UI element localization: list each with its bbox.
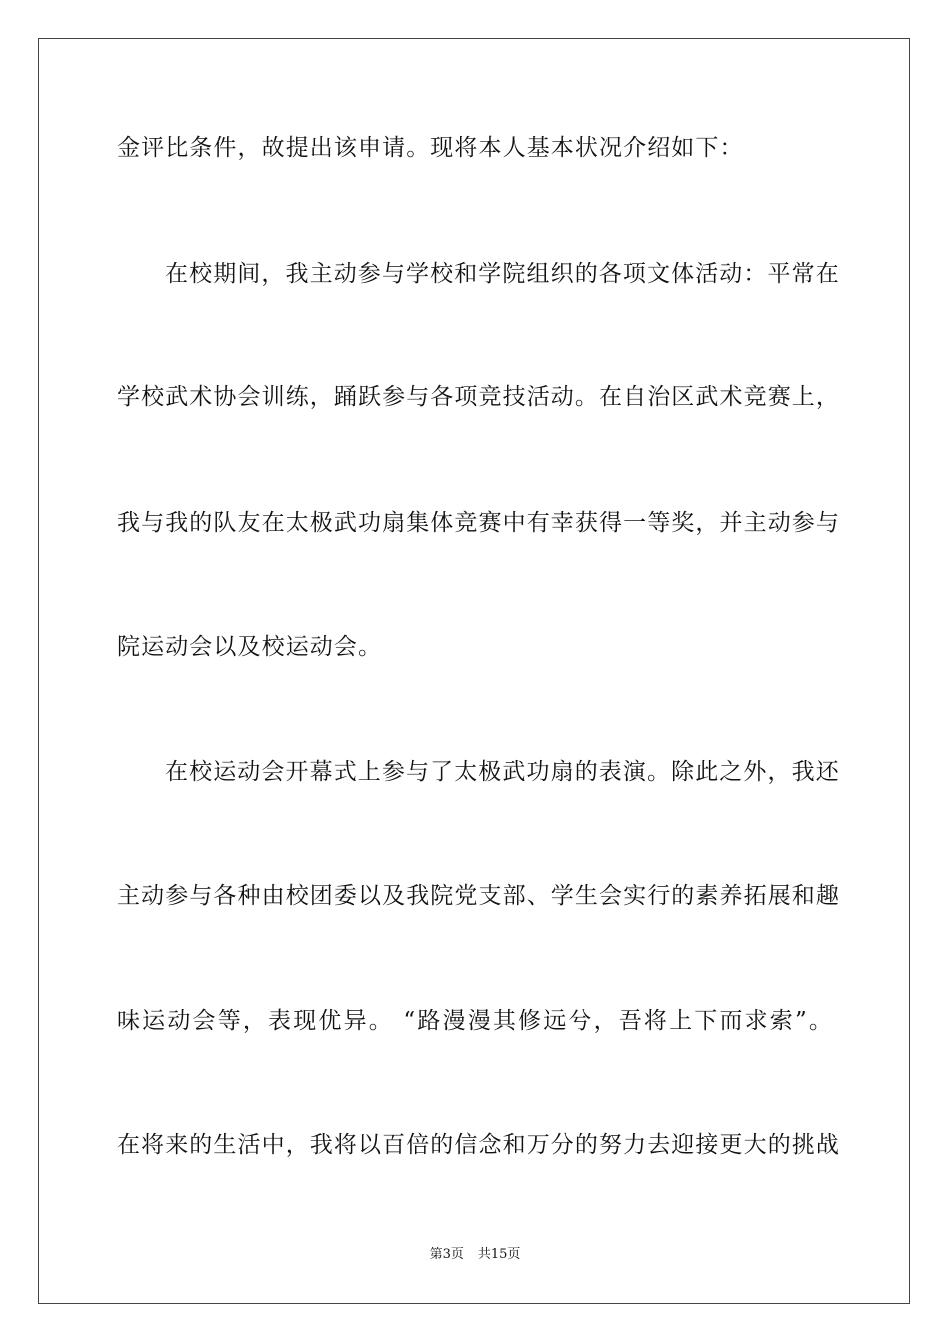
body-text-line: 我与我的队友在太极武功扇集体竞赛中有幸获得一等奖，并主动参与 xyxy=(117,510,840,536)
body-text-line: 在将来的生活中，我将以百倍的信念和万分的努力去迎接更大的挑战 xyxy=(117,1132,840,1158)
page-footer xyxy=(0,1246,950,1264)
body-text-line: 金评比条件，故提出该申请。现将本人基本状况介绍如下： xyxy=(117,135,744,161)
page-number: 第3页 xyxy=(429,1247,464,1262)
body-text-line: 主动参与各种由校团委以及我院党支部、学生会实行的素养拓展和趣 xyxy=(117,883,840,909)
body-text-line: 味运动会等，表现优异。 “路漫漫其修远兮，吾将上下而求索”。 xyxy=(117,1008,833,1034)
body-text-line: 学校武术协会训练，踊跃参与各项竞技活动。在自治区武术竞赛上， xyxy=(117,384,840,410)
body-text-line: 在校期间，我主动参与学校和学院组织的各项文体活动：平常在 xyxy=(165,261,840,287)
body-text-line: 在校运动会开幕式上参与了太极武功扇的表演。除此之外，我还 xyxy=(165,759,840,785)
page-total: 共15页 xyxy=(477,1247,521,1262)
body-text-line: 院运动会以及校运动会。 xyxy=(117,634,383,660)
page-border xyxy=(38,38,910,1304)
